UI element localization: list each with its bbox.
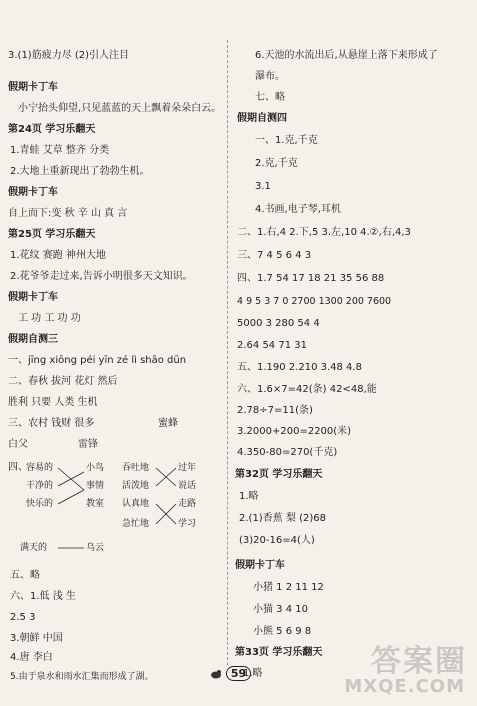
match-word: 学习 [178,519,197,529]
answer-line: 2.(1)香蕉 梨 (2)68 [239,513,326,524]
answer-line: 小熊 5 6 9 8 [253,626,312,637]
section-heading: 第32页 学习乐翻天 [235,469,323,480]
answer-line: 3.1 [255,181,271,192]
answer-line: 2.花爷爷走过来,告诉小明很多天文知识。 [10,271,193,282]
answer-line: 小猪 1 2 11 12 [253,582,324,593]
answer-line: (3)20-16=4(人) [239,535,315,546]
match-word: 小鸟 [86,463,105,473]
match-word: 过年 [178,463,197,473]
answer-line: 五、1.190 2.210 3.48 4.8 [237,362,362,373]
answer-line: 2.克,千克 [255,158,298,169]
answer-line: 5000 3 280 54 4 [237,318,320,329]
answer-line: 三、农村 钱财 很多 [8,418,95,429]
section-heading: 假期自测三 [8,334,58,345]
answer-line: 一、1.克,千克 [255,135,318,146]
page-number [210,666,251,681]
section-heading: 假期卡丁车 [8,82,58,93]
match-word: 认真地 [122,499,150,509]
page-number-value: 59 [226,666,251,681]
answer-line: 小宁抬头仰望,只见蓝蓝的天上飘着朵朵白云。 [18,103,222,114]
watermark-url: MXQE.COM [344,676,465,697]
answer-line: 工 功 工 功 功 [18,313,81,324]
answer-line: 6.天池的水流出后,从悬崖上落下来形成了 [255,50,438,61]
answer-line: 雷锋 [78,439,98,450]
answer-line: 五、略 [10,570,40,581]
section-heading: 第25页 学习乐翻天 [8,229,96,240]
answer-line: 三、7 4 5 6 4 3 [237,250,312,261]
answer-line: 七、略 [255,92,285,103]
answer-line: 小猫 3 4 10 [253,604,308,615]
answer-line: 白父 [8,439,28,450]
answer-line: 二、春秋 拔河 花灯 然后 [8,376,118,387]
answer-line: 2.大地上重新现出了勃勃生机。 [10,166,150,177]
match-word: 吞吐地 [122,463,150,473]
section-heading: 假期自测四 [237,113,287,124]
answer-line: 4.350-80=270(千克) [237,447,338,458]
answer-line: 4.唐 李白 [10,652,53,663]
match-word: 快乐的 [26,499,54,509]
answer-line: 一、jīng xiōng péi yīn zé lì shāo dūn [8,355,187,366]
answer-line: 胜利 只要 人类 生机 [8,397,98,408]
answer-line: 六、1.低 浅 生 [10,591,76,602]
mascot-icon [210,669,222,679]
section-heading: 第24页 学习乐翻天 [8,124,96,135]
answer-line: 1.略 [243,668,263,679]
match-word: 急忙地 [122,519,150,529]
answer-line: 5.由于泉水和雨水汇集而形成了湖。 [10,672,154,682]
answer-line: 四、1.7 54 17 18 21 35 56 88 [237,273,385,284]
answer-line: 1.花纹 赛跑 神州大地 [10,250,106,261]
answer-line: 2.5 3 [10,612,36,623]
match-word: 活泼地 [122,481,150,491]
answer-line: 3.(1)筋疲力尽 (2)引人注目 [8,50,130,61]
match-word: 容易的 [26,463,54,473]
answer-line: 蜜蜂 [158,418,178,429]
match-word: 教室 [86,499,105,509]
section-heading: 假期卡丁车 [235,560,285,571]
answer-line: 4 9 5 3 7 0 2700 1300 200 7600 [237,296,392,307]
column-divider [227,40,228,665]
match-word: 满天的 [20,543,48,553]
answer-line: 四、 [8,462,28,473]
answer-line: 2.64 54 71 31 [237,340,307,351]
answer-line: 二、1.右,4 2.下,5 3.左,10 4.②,右,4,3 [237,227,411,238]
matching-exercise [16,460,206,560]
answer-line: 4.书画,电子琴,耳机 [255,204,341,215]
match-word: 走路 [178,499,197,509]
match-word: 乌云 [86,543,105,553]
answer-line: 2.78÷7=11(条) [237,405,313,416]
answer-line: 1.青蛙 艾草 整齐 分类 [10,145,110,156]
answer-line: 六、1.6×7=42(条) 42<48,能 [237,384,377,395]
answer-line: 1.略 [239,491,259,502]
answer-line: 瀑布。 [255,71,285,82]
answer-line: 3.2000+200=2200(米) [237,426,352,437]
match-word: 干净的 [26,481,54,491]
match-word: 事情 [86,481,105,491]
answer-line: 3.朝鲜 中国 [10,633,63,644]
answer-line: 自上而下:变 秋 辛 山 真 言 [8,208,128,219]
section-heading: 假期卡丁车 [8,187,58,198]
section-heading: 假期卡丁车 [8,292,58,303]
section-heading: 第33页 学习乐翻天 [235,647,323,658]
match-word: 说话 [178,481,197,491]
watermark-logo: 答案圈 [371,644,467,679]
